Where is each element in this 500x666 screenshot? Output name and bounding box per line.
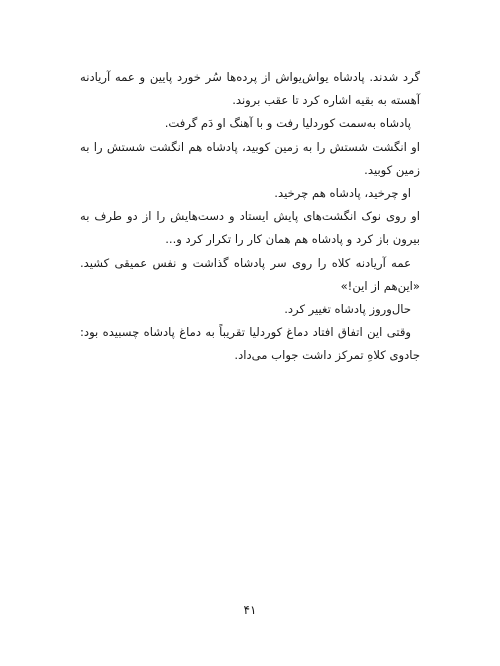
text-line: «این‌هم از این!» — [340, 278, 420, 293]
text-line: او انگشت شستش را به زمین کوبید، پادشاه هم انگشت شستش را به — [80, 139, 420, 154]
text-line: او روی نوک انگشت‌های پایش ایستاد و دست‌هایش را از دو طرف به — [80, 209, 420, 224]
text-line: وقتی این اتفاق افتاد دماغ کوردلیا تقریباً به دماغ پادشاه چسبیده بود: — [80, 325, 411, 340]
text-line: پادشاه به‌سمت کوردلیا رفت و با آهنگ او دَم گرفت. — [164, 116, 411, 131]
text-line: زمین کوبید. — [364, 162, 420, 177]
page-number: ۴۱ — [243, 603, 257, 617]
text-line: آهسته به بقیه اشاره کرد تا عقب بروند. — [232, 93, 420, 108]
text-line: عمه آریادنه کلاه را روی سر پادشاه گذاشت و نفس عمیقی کشید. — [80, 255, 411, 270]
text-line: حال‌وروز پادشاه تغییر کرد. — [284, 301, 411, 316]
text-line: بیرون باز کرد و پادشاه هم همان کار را تکرار کرد و... — [165, 232, 420, 247]
text-line: جادوی کلاهِ تمرکز داشت جواب می‌داد. — [234, 348, 420, 363]
text-line: او چرخید، پادشاه هم چرخید. — [274, 185, 411, 200]
body-text — [80, 66, 420, 367]
text-line: گرد شدند. پادشاه یواش‌یواش از پرده‌ها سُر خورد پایین و عمه آریادنه — [80, 70, 420, 84]
